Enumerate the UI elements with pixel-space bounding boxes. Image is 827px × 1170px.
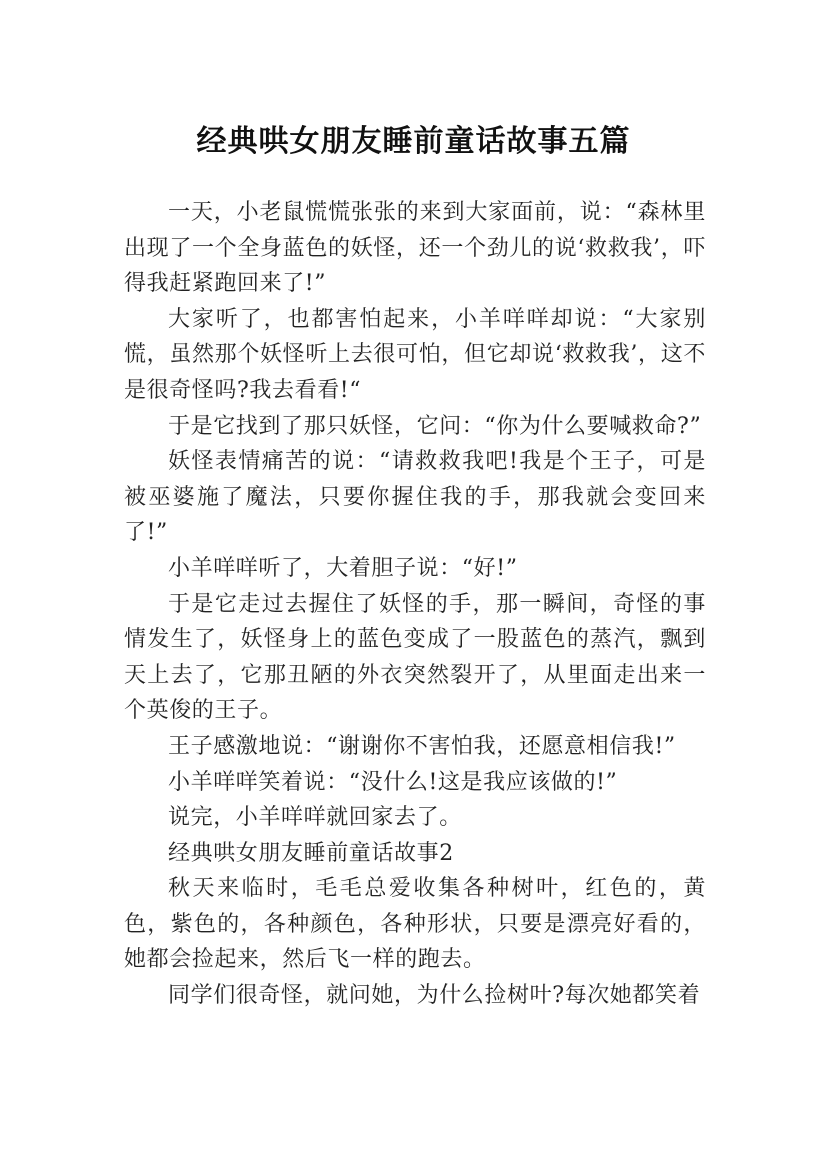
paragraph-2: 大家听了，也都害怕起来，小羊咩咩却说：“大家别慌，虽然那个妖怪听上去很可怕，但它却说‘救救我’，这不是很奇怪吗?我去看看!“ — [124, 306, 706, 403]
paragraph-7: 王子感激地说：“谢谢你不害怕我，还愿意相信我!” — [168, 733, 676, 759]
paragraph-12: 同学们很奇怪，就问她，为什么捡树叶?每次她都笑着 — [168, 983, 701, 1009]
paragraph-4: 妖怪表情痛苦的说：“请救救我吧!我是个王子，可是被巫婆施了魔法，只要你握住我的手，那我就会变回来了!” — [124, 449, 706, 546]
paragraph-3: 于是它找到了那只妖怪，它问：“你为什么要喊救命?” — [168, 413, 702, 439]
document-title: 经典哄女朋友睡前童话故事五篇 — [196, 124, 631, 160]
paragraph-11: 秋天来临时，毛毛总爱收集各种树叶，红色的，黄色，紫色的，各种颜色，各种形状，只要是漂亮好看的，她都会捡起来，然后飞一样的跑去。 — [124, 876, 706, 973]
paragraph-6: 于是它走过去握住了妖怪的手，那一瞬间，奇怪的事情发生了，妖怪身上的蓝色变成了一股蓝色的蒸汽，飘到天上去了，它那丑陋的外衣突然裂开了，从里面走出来一个英俊的王子。 — [124, 591, 706, 724]
paragraph-5: 小羊咩咩听了，大着胆子说：“好!” — [168, 555, 518, 581]
paragraph-9: 说完，小羊咩咩就回家去了。 — [168, 805, 462, 831]
document-body — [124, 195, 706, 1014]
section-heading-story-2: 经典哄女朋友睡前童话故事2 — [168, 840, 454, 866]
paragraph-1: 一天，小老鼠慌慌张张的来到大家面前，说：“森林里出现了一个全身蓝色的妖怪，还一个劲儿的说‘救救我’，吓得我赶紧跑回来了!” — [124, 200, 706, 297]
paragraph-8: 小羊咩咩笑着说：“没什么!这是我应该做的!” — [168, 769, 618, 795]
